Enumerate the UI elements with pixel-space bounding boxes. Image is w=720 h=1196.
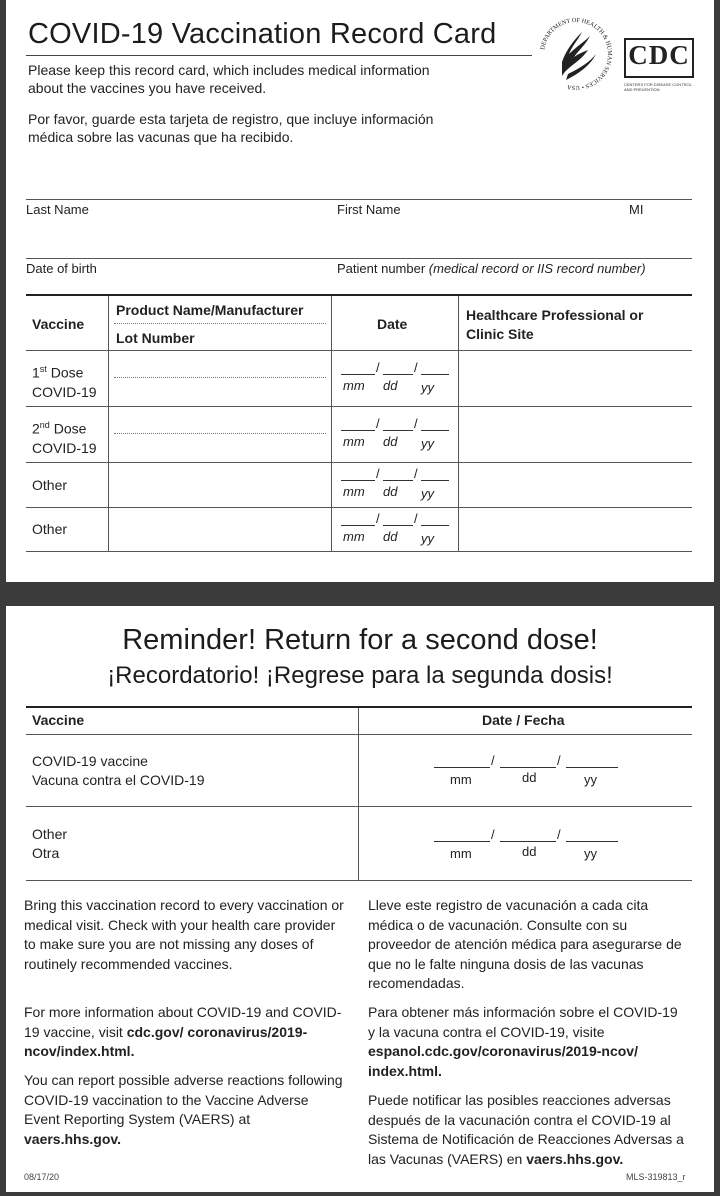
info-spanish-p2: Para obtener más información sobre el COVID-19 y la vacuna contra el COVID-19, visite espanol.cdc.gov/coronavirus/2019-ncov/ index.html.: [368, 1004, 678, 1079]
cdc-link[interactable]: cdc.gov/ coronavirus/2019-ncov/index.html.: [24, 1023, 308, 1059]
vaers-link[interactable]: vaers.hhs.gov.: [24, 1130, 122, 1147]
first-name-label: First Name: [337, 202, 401, 217]
column-date: Date: [377, 316, 408, 332]
date-of-birth-label: Date of birth: [26, 261, 97, 276]
info-english-p1: Bring this vaccination record to every vaccination or medical visit. Check with your health care provider to make sure you are not missing any doses of routinely recommended vaccines.: [24, 897, 344, 972]
reminder-english: Reminder! Return for a second dose!: [122, 624, 598, 656]
row-other-label: Other: [32, 477, 68, 493]
column-clinic-site: Healthcare Professional or Clinic Site: [466, 307, 644, 342]
last-name-label: Last Name: [26, 202, 89, 217]
date-slot: / / mm dd yy: [341, 511, 451, 547]
cdc-tagline: CENTERS FOR DISEASE CONTROL AND PREVENTION: [624, 82, 692, 92]
second-dose-divider: [114, 433, 326, 434]
reminder-spanish: ¡Recordatorio! ¡Regrese para la segunda dosis!: [107, 662, 613, 689]
title-divider: [26, 55, 532, 56]
middle-initial-label: MI: [629, 202, 644, 217]
intro-english: Please keep this record card, which includes medical information about the vaccines you have received.: [28, 62, 430, 96]
cdc-logo: CDC CENTERS FOR DISEASE CONTROL AND PREVENTION: [624, 38, 696, 102]
reminder-column-vaccine: Vaccine: [32, 712, 85, 728]
info-english-p3: You can report possible adverse reactions following COVID-19 vaccination to the Vaccine Adverse Event Reporting System (VAERS) at vaers.hhs.gov.: [24, 1072, 343, 1147]
info-english-p2: For more information about COVID-19 and COVID-19 vaccine, visit cdc.gov/ coronavirus/2019-ncov/index.html.: [24, 1004, 342, 1059]
patient-number-label: Patient number (medical record or IIS record number): [337, 261, 646, 276]
hhs-seal-icon: [536, 14, 616, 94]
date-slot: / / mm dd yy: [341, 416, 451, 452]
row-other-label: Other: [32, 521, 68, 537]
intro-spanish: Por favor, guarde esta tarjeta de registro, que incluye información médica sobre las vacunas que ha recibido.: [28, 111, 434, 145]
dob-top-rule: [26, 258, 692, 259]
vaccination-card-front: [6, 0, 714, 582]
cdc-espanol-link[interactable]: espanol.cdc.gov/coronavirus/2019-ncov/ index.html.: [368, 1043, 638, 1079]
row-second-dose-label: 2nd Dose COVID-19: [32, 420, 97, 456]
first-dose-divider: [114, 377, 326, 378]
vaers-link-spanish[interactable]: vaers.hhs.gov.: [526, 1150, 624, 1167]
info-spanish-p1: Lleve este registro de vacunación a cada cita médica o de vacunación. Consulte con su proveedor de atención médica para asegurarse de que no le falte ninguna dosis de las vacunas recomendadas.: [368, 897, 682, 991]
date-slot: / / mm dd yy: [434, 752, 624, 792]
footer-date: 08/17/20: [24, 1172, 60, 1182]
info-spanish-p3: Puede notificar las posibles reacciones adversas después de la vacunación contra el COVID-19 al Sistema de Notificación de Reacciones Adversas a las Vacunas (VAERS) en vaers.hhs.gov.: [368, 1092, 684, 1167]
column-vaccine: Vaccine: [32, 316, 85, 332]
date-slot: / / mm dd yy: [341, 360, 451, 396]
date-slot: / / mm dd yy: [341, 466, 451, 502]
column-product-name: Product Name/Manufacturer: [116, 302, 304, 318]
name-top-rule: [26, 199, 692, 200]
date-slot: / / mm dd yy: [434, 826, 624, 866]
row-first-dose-label: 1st Dose COVID-19: [32, 364, 97, 400]
reminder-row-covid: COVID-19 vaccine Vacuna contra el COVID-19: [32, 753, 205, 788]
reminder-row-other: Other Otra: [32, 826, 68, 861]
footer-code: MLS-319813_r: [626, 1172, 686, 1182]
vaccination-card-back: [6, 606, 714, 1192]
card-title: COVID-19 Vaccination Record Card: [28, 18, 497, 50]
column-lot-number: Lot Number: [116, 330, 195, 346]
svg-text:DEPARTMENT OF HEALTH & HUMAN S: DEPARTMENT OF HEALTH & HUMAN SERVICES • USA: [539, 16, 614, 92]
reminder-column-date: Date / Fecha: [482, 712, 565, 728]
